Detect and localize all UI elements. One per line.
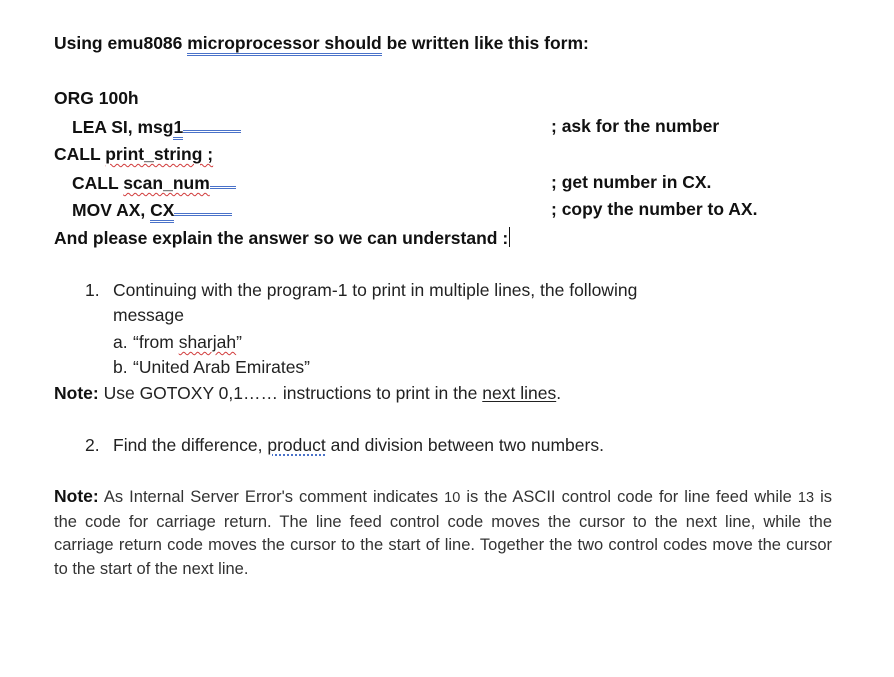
underline-mark — [210, 172, 236, 189]
note-1-pre: Use GOTOXY 0,1…… instructions to print in the — [98, 383, 483, 403]
note-2-t2: is the ASCII control code for line feed while — [460, 488, 798, 506]
sub-item-a-post: ” — [236, 332, 242, 352]
sub-item-a — [113, 332, 242, 353]
note-2-paragraph — [54, 485, 832, 581]
underline-mark — [174, 199, 232, 216]
note-2-t3: is the code for carriage return. The line feed control code moves the cursor to the next line, while the carriage return code moves the cursor to the start of line. Together the two control codes move the cursor to the start of the next line. — [54, 488, 833, 578]
heading-part1: Using emu8086 — [54, 33, 188, 53]
note-2-n1: 10 — [444, 490, 461, 506]
sub-item-a-word: sharjah — [178, 332, 237, 352]
code-call-scan-name: scan_num — [123, 173, 210, 193]
code-call-print-kw: CALL — [54, 144, 106, 164]
note-2-t1: As Internal Server Error's comment indicates — [98, 488, 445, 506]
code-lea-tail: 1 — [173, 117, 183, 140]
note-2-label: Note: — [54, 486, 99, 506]
code-call-print — [54, 144, 213, 165]
list-item-2 — [85, 435, 604, 456]
heading-part2: microprocessor should — [187, 33, 382, 56]
list-item-2-pre: Find the difference, — [113, 435, 268, 455]
request-text: And please explain the answer so we can understand : — [54, 228, 509, 248]
list-item-2-post: and division between two numbers. — [325, 435, 604, 455]
underline-mark — [183, 116, 241, 133]
code-lea — [72, 116, 241, 138]
sub-item-a-label: a. — [113, 332, 128, 352]
sub-item-a-pre: “from — [133, 332, 179, 352]
code-org: ORG 100h — [54, 88, 139, 108]
code-call-scan-comment: ; get number in CX. — [551, 172, 712, 192]
code-call-scan — [72, 172, 236, 194]
list-item-2-word: product — [267, 435, 326, 455]
code-mov-comment: ; copy the number to AX. — [551, 199, 758, 219]
code-mov-reg: CX — [150, 200, 174, 223]
list-item-1-line1: Continuing with the program-1 to print in multiple lines, the following — [113, 280, 638, 300]
list-item-1 — [85, 280, 637, 301]
text-cursor — [509, 227, 510, 247]
list-number-1: 1. — [85, 280, 100, 300]
code-mov-text: MOV AX, — [72, 200, 151, 220]
note-1-label: Note: — [54, 383, 99, 403]
code-lea-text: LEA SI, msg — [72, 117, 174, 137]
heading — [54, 33, 589, 54]
sub-item-b — [113, 357, 310, 378]
code-call-print-name: print_string ; — [105, 144, 214, 164]
request-line — [54, 227, 510, 249]
code-lea-comment: ; ask for the number — [551, 116, 720, 136]
list-item-1-line2: message — [113, 305, 185, 325]
note-1 — [54, 383, 561, 404]
list-number-2: 2. — [85, 435, 100, 455]
code-mov — [72, 199, 232, 221]
sub-item-b-label: b. — [113, 357, 128, 377]
sub-item-b-text: “United Arab Emirates” — [133, 357, 311, 377]
note-1-link: next lines — [482, 383, 557, 403]
heading-part3: be written like this form: — [381, 33, 589, 53]
code-call-scan-kw: CALL — [72, 173, 124, 193]
note-2-n2: 13 — [797, 490, 815, 506]
note-1-post: . — [556, 383, 562, 403]
